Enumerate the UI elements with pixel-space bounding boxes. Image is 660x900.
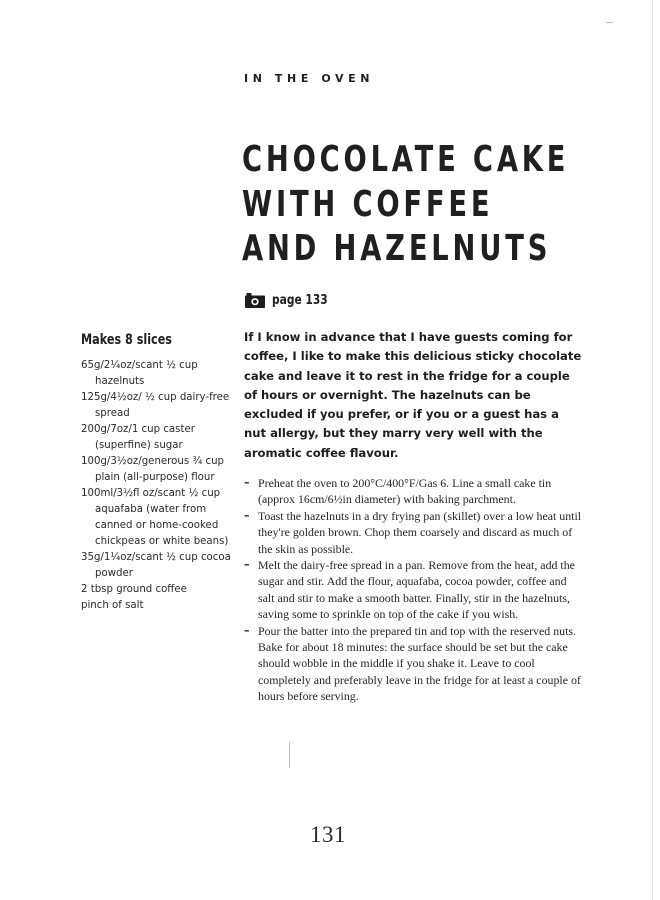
photo-reference	[245, 293, 340, 308]
method-step	[244, 557, 582, 623]
step-bullet: –	[244, 558, 250, 572]
step-bullet: –	[244, 476, 250, 489]
method-step-text: Pour the batter into the prepared tin and top with the reserved nuts. Bake for about 18 minutes: the surface should be set but the cake should wobble in the middle if you shake it. Leave to cool completely and preferably leave in the fridge for at least a couple of hours before serving.	[258, 623, 581, 704]
method-step-text: Toast the hazelnuts in a dry frying pan (skillet) over a low heat until they're golden brown. Chop them coarsely and discard as much of the skin as possible.	[258, 508, 582, 556]
method-step-text: Melt the dairy-free spread in a pan. Remove from the heat, add the sugar and stir. Add the flour, aquafaba, cocoa powder, coffee and salt and stir to make a smooth batter. Finally, stir in the hazelnuts, saving some to sprinkle on top of the cake if you wish.	[258, 558, 575, 622]
method-steps	[244, 475, 582, 705]
title-line: WITH COFFEE	[242, 183, 494, 225]
method-step	[244, 475, 582, 508]
photo-page-ref: page 133	[272, 293, 328, 308]
ingredient-item: 35g/1¼oz/scant ½ cup cocoa powder	[81, 552, 231, 579]
step-bullet: –	[244, 508, 250, 522]
scan-mark	[606, 22, 613, 23]
title-line: AND HAZELNUTS	[242, 228, 552, 269]
recipe-title	[242, 138, 569, 272]
camera-icon	[245, 293, 265, 308]
ingredient-item: 65g/2¼oz/scant ½ cup hazelnuts	[81, 360, 198, 387]
section-label: IN THE OVEN	[244, 72, 375, 85]
intro-paragraph: If I know in advance that I have guests coming for coffee, I like to make this delicious sticky chocolate cake and leave it to rest in the fridge for a couple of hours or overnight. The hazelnuts can be excluded if you prefer, or if you or a guest has a nut allergy, but they marry very well with the aromatic coffee flavour.	[244, 330, 582, 460]
yield-heading: Makes 8 slices	[81, 332, 172, 348]
page-edge	[652, 0, 653, 900]
method-step-text: Preheat the oven to 200°C/400°F/Gas 6. Line a small cake tin (approx 16cm/6½in diameter) with baking parchment.	[258, 476, 552, 507]
ingredient-item: 200g/7oz/1 cup caster (superfine) sugar	[81, 424, 195, 451]
method-step	[244, 623, 582, 705]
ingredient-item: 100ml/3½fl oz/scant ½ cup aquafaba (water from canned or home-cooked chickpeas or white beans)	[81, 488, 229, 547]
method-step	[244, 508, 582, 557]
ingredient-list	[81, 358, 241, 614]
page-number: 131	[310, 822, 346, 847]
ingredient-item: 125g/4½oz/ ½ cup dairy-free spread	[81, 392, 230, 419]
scan-mark	[289, 742, 290, 768]
ingredient-item: 100g/3½oz/generous ¾ cup plain (all-purpose) flour	[81, 456, 225, 483]
title-line: CHOCOLATE CAKE	[242, 139, 570, 180]
ingredient-item: pinch of salt	[81, 600, 144, 611]
ingredient-item: 2 tbsp ground coffee	[81, 584, 187, 595]
step-bullet: –	[244, 623, 250, 637]
